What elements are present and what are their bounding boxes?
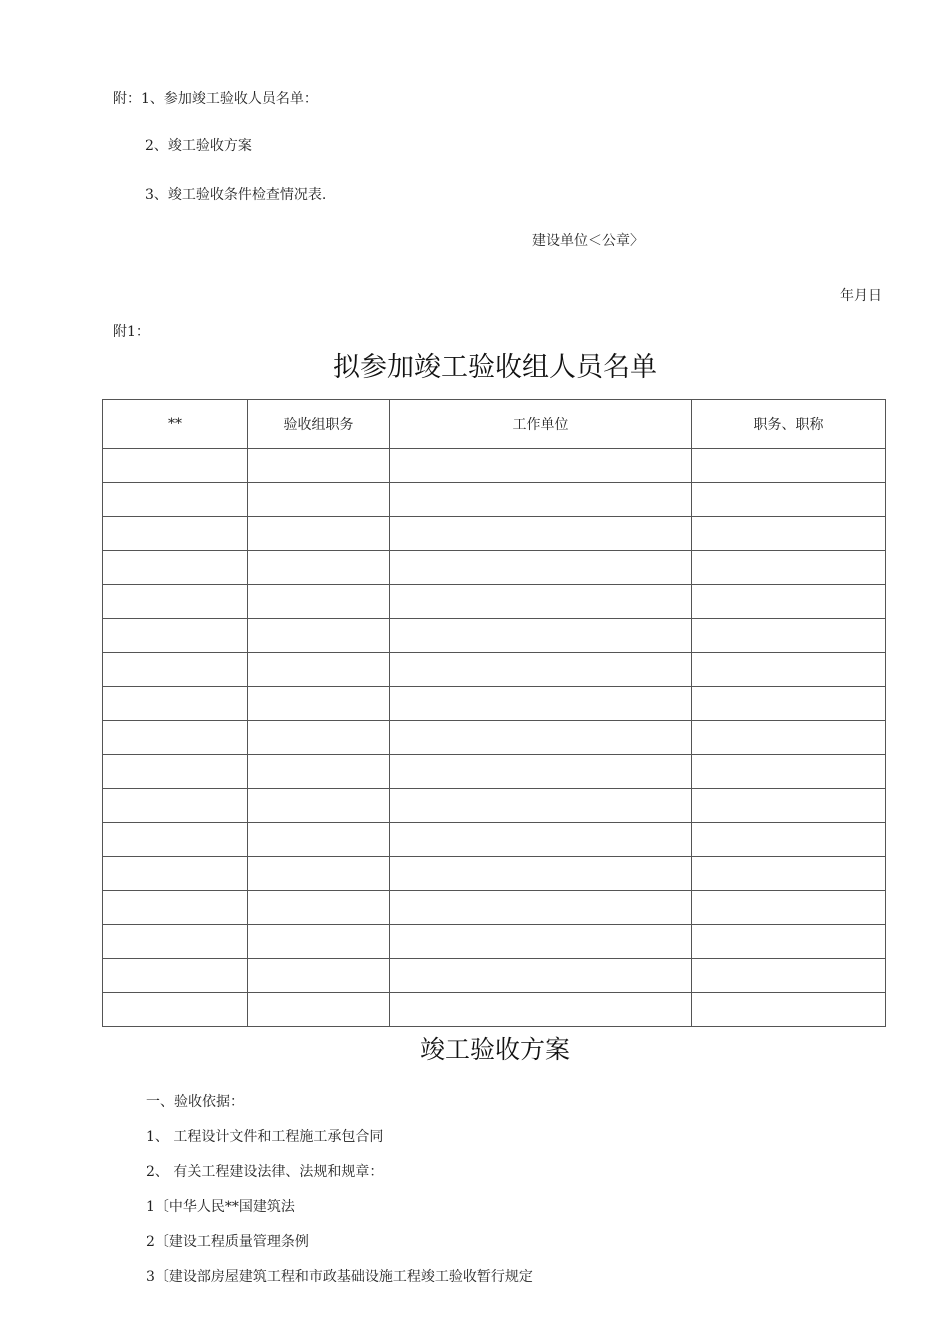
plan-item-2: 2、 有关工程建设法律、法规和规章： — [146, 1164, 384, 1180]
attachment-intro: 附：1、参加竣工验收人员名单： — [113, 91, 318, 107]
table-cell — [390, 959, 692, 993]
table-cell — [390, 483, 692, 517]
table-cell — [692, 993, 886, 1027]
table-cell — [692, 585, 886, 619]
table-cell — [692, 789, 886, 823]
table-cell — [390, 823, 692, 857]
plan-item-4: 2〔建设工程质量管理条例 — [146, 1234, 309, 1250]
roster-title: 拟参加竣工验收组人员名单 — [333, 352, 657, 383]
table-cell — [390, 857, 692, 891]
table-cell — [692, 891, 886, 925]
table-row — [103, 449, 886, 483]
column-header-title: 职务、职称 — [692, 400, 886, 449]
table-row — [103, 755, 886, 789]
table-cell — [248, 449, 390, 483]
table-row — [103, 585, 886, 619]
table-cell — [390, 619, 692, 653]
table-cell — [692, 449, 886, 483]
table-cell — [103, 449, 248, 483]
table-row — [103, 823, 886, 857]
table-row — [103, 857, 886, 891]
column-header-employer: 工作单位 — [390, 400, 692, 449]
table-cell — [248, 483, 390, 517]
table-cell — [248, 823, 390, 857]
table-cell — [390, 993, 692, 1027]
table-row — [103, 891, 886, 925]
table-row — [103, 925, 886, 959]
table-cell — [248, 687, 390, 721]
table-cell — [103, 789, 248, 823]
table-row — [103, 993, 886, 1027]
plan-item-1: 1、 工程设计文件和工程施工承包合同 — [146, 1129, 384, 1145]
plan-item-3: 1〔中华人民**国建筑法 — [146, 1199, 295, 1215]
table-row — [103, 959, 886, 993]
table-cell — [390, 755, 692, 789]
table-cell — [692, 823, 886, 857]
plan-section-basis: 一、验收依据： — [146, 1094, 244, 1110]
table-cell — [103, 857, 248, 891]
table-cell — [692, 551, 886, 585]
table-cell — [390, 925, 692, 959]
table-cell — [390, 789, 692, 823]
table-cell — [692, 925, 886, 959]
table-cell — [692, 653, 886, 687]
table-cell — [248, 619, 390, 653]
table-cell — [103, 959, 248, 993]
roster-body — [103, 449, 886, 1027]
table-cell — [248, 517, 390, 551]
table-cell — [692, 619, 886, 653]
table-cell — [390, 653, 692, 687]
table-row — [103, 687, 886, 721]
table-row — [103, 483, 886, 517]
table-cell — [692, 687, 886, 721]
table-cell — [248, 755, 390, 789]
attachment-item-3: 3、竣工验收条件检查情况表. — [145, 187, 327, 203]
appendix-1-label: 附1： — [113, 324, 150, 340]
table-cell — [248, 959, 390, 993]
table-cell — [103, 823, 248, 857]
construction-unit-seal: 建设单位＜公章〉 — [532, 233, 644, 249]
table-cell — [103, 993, 248, 1027]
table-cell — [692, 755, 886, 789]
table-cell — [103, 585, 248, 619]
column-header-role: 验收组职务 — [248, 400, 390, 449]
table-cell — [390, 585, 692, 619]
table-cell — [248, 891, 390, 925]
table-cell — [248, 585, 390, 619]
table-row — [103, 517, 886, 551]
table-cell — [692, 517, 886, 551]
table-row — [103, 551, 886, 585]
table-cell — [390, 551, 692, 585]
table-row — [103, 789, 886, 823]
plan-item-5: 3〔建设部房屋建筑工程和市政基础设施工程竣工验收暂行规定 — [146, 1269, 533, 1285]
table-cell — [103, 483, 248, 517]
table-cell — [248, 925, 390, 959]
roster-header-row — [103, 400, 886, 449]
table-row — [103, 653, 886, 687]
table-cell — [103, 755, 248, 789]
table-cell — [248, 857, 390, 891]
table-cell — [248, 789, 390, 823]
table-cell — [692, 959, 886, 993]
attachment-item-2: 2、竣工验收方案 — [145, 138, 252, 154]
signature-date: 年月日 — [840, 288, 882, 304]
table-cell — [103, 653, 248, 687]
table-cell — [103, 721, 248, 755]
table-cell — [248, 993, 390, 1027]
table-cell — [390, 891, 692, 925]
table-row — [103, 721, 886, 755]
table-row — [103, 619, 886, 653]
table-cell — [103, 687, 248, 721]
roster-table — [102, 399, 886, 1027]
table-cell — [103, 517, 248, 551]
table-cell — [248, 551, 390, 585]
plan-title: 竣工验收方案 — [419, 1035, 570, 1064]
column-header-name: ** — [103, 400, 248, 449]
table-cell — [103, 551, 248, 585]
table-cell — [103, 619, 248, 653]
table-cell — [390, 687, 692, 721]
table-cell — [248, 653, 390, 687]
table-cell — [103, 891, 248, 925]
table-cell — [692, 483, 886, 517]
table-cell — [390, 517, 692, 551]
table-cell — [692, 721, 886, 755]
table-cell — [390, 721, 692, 755]
table-cell — [692, 857, 886, 891]
table-cell — [103, 925, 248, 959]
table-cell — [248, 721, 390, 755]
table-cell — [390, 449, 692, 483]
